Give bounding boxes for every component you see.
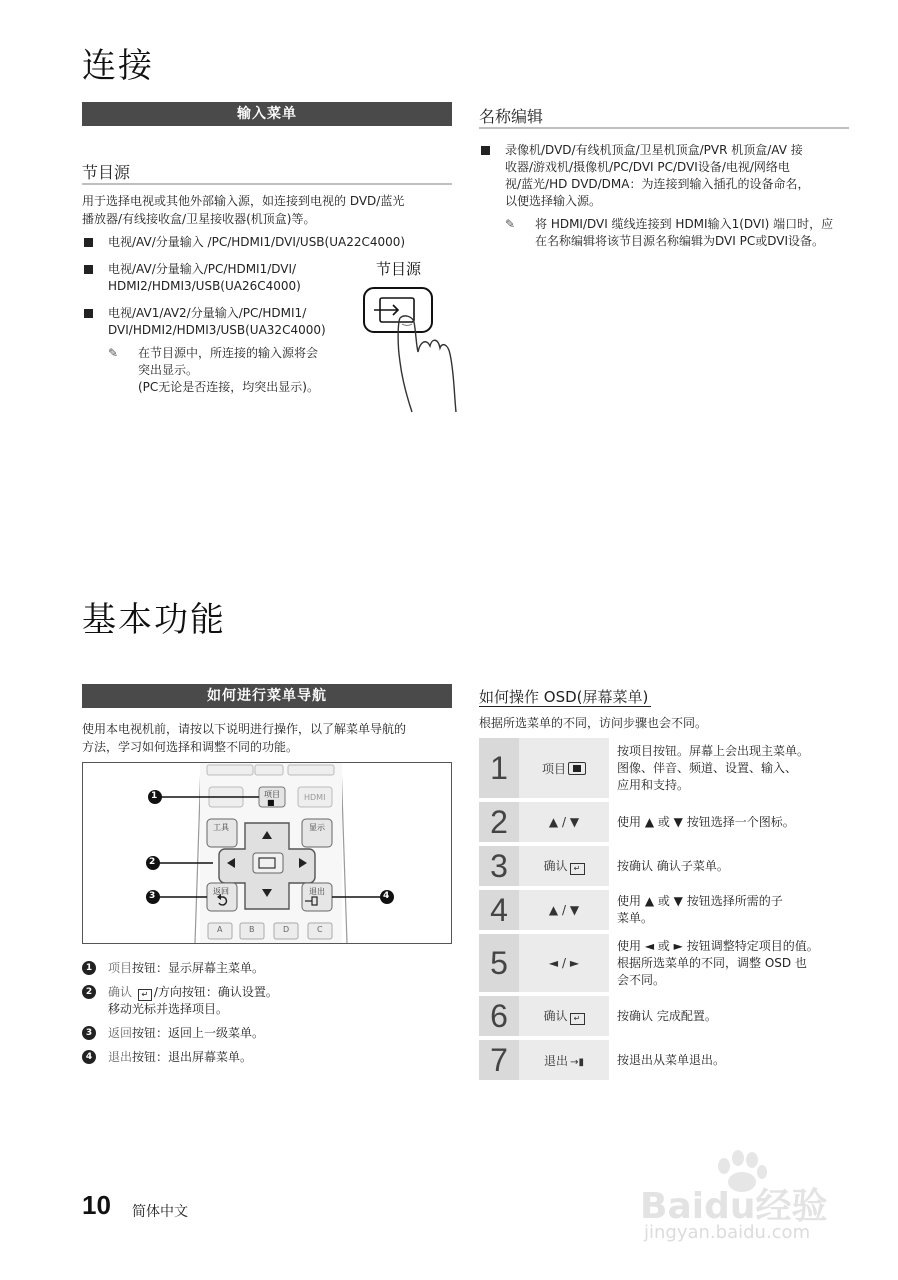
osd-step-row <box>479 802 857 842</box>
step-button: ◄ / ► <box>519 934 609 992</box>
bullet-square-icon <box>481 146 490 155</box>
callout-number: 4 <box>383 891 390 901</box>
step-number: 2 <box>479 802 519 842</box>
osd-step-row <box>479 1040 857 1080</box>
source-bullet-list <box>82 234 406 396</box>
step-number: 7 <box>479 1040 519 1080</box>
name-edit-note: ✎ 将 HDMI/DVI 缆线连接到 HDMI输入1(DVI) 端口时，应 在名称编辑将该节目源名称编辑为DVI PC或DVI设备。 <box>505 217 834 248</box>
step-number: 6 <box>479 996 519 1036</box>
source-bullet: 电视/AV1/AV2/分量输入/PC/HDMI1/ DVI/HDMI2/HDMI3/USB(UA32C4000) <box>82 305 372 339</box>
source-button-illustration <box>360 258 460 418</box>
step-button: 确认 ↵ <box>519 846 609 886</box>
callout-number-icon: 1 <box>82 961 96 975</box>
callout-number: 3 <box>149 891 156 901</box>
remote-color-key: C <box>317 925 323 934</box>
watermark-brand: Baidu经验 <box>640 1186 828 1227</box>
step-button: 退出 →▮ <box>519 1040 609 1080</box>
legend-item: 4 退出按钮：退出屏幕菜单。 <box>82 1049 457 1066</box>
step-description: 使用 ▲ 或 ▼ 按钮选择所需的子 菜单。 <box>617 894 783 925</box>
footer-language: 简体中文 <box>132 1204 188 1220</box>
step-description: 使用 ◄ 或 ► 按钮调整特定项目的值。 根据所选菜单的不同，调整 OSD 也 会不同。 <box>617 938 819 987</box>
source-bullet: 电视/AV/分量输入/PC/HDMI1/DVI/ HDMI2/HDMI3/USB(UA26C4000) <box>82 261 372 295</box>
legend-item: 2 确认 ↵ /方向按钮：确认设置。 移动光标并选择项目。 <box>82 984 457 1018</box>
remote-return-button: 返回 <box>213 887 229 896</box>
remote-color-key: B <box>249 925 255 934</box>
remote-color-key: D <box>283 925 290 934</box>
section-title-connection: 连接 <box>82 46 154 86</box>
step-description: 按项目按钮。屏幕上会出现主菜单。 图像、伴音、频道、设置、输入、 应用和支持。 <box>617 743 810 792</box>
section-title-basic-functions: 基本功能 <box>82 600 226 640</box>
step-button: 项目 <box>519 738 609 798</box>
exit-icon: →▮ <box>570 1056 584 1068</box>
osd-step-row <box>479 890 857 930</box>
navigation-intro: 使用本电视机前，请按以下说明进行操作，以了解菜单导航的 方法，学习如何选择和调整不同的功能。 <box>82 722 407 754</box>
osd-steps-table <box>479 734 857 1084</box>
remote-info-button: 显示 <box>309 823 325 832</box>
menu-square-icon: ■ <box>267 798 275 807</box>
watermark-url: jingyan.baidu.com <box>644 1222 811 1243</box>
osd-heading: 如何操作 OSD(屏幕菜单) <box>479 688 649 706</box>
step-description: 按退出从菜单退出。 <box>617 1052 726 1067</box>
source-heading: 节目源 <box>82 163 131 182</box>
callout-number-icon: 3 <box>82 1026 96 1040</box>
step-number: 5 <box>479 934 519 992</box>
source-button-label: 节目源 <box>376 260 422 278</box>
osd-subtitle: 根据所选菜单的不同，访问步骤也会不同。 <box>479 716 708 730</box>
source-description: 用于选择电视或其他外部输入源，如连接到电视的 DVD/蓝光 播放器/有线接收盒/卫星接收器(机顶盒)等。 <box>82 194 405 226</box>
remote-legend <box>82 960 457 1066</box>
bullet-square-icon <box>84 265 93 274</box>
osd-step-row <box>479 996 857 1036</box>
remote-color-key: A <box>217 925 223 934</box>
pencil-note-icon: ✎ <box>505 217 516 231</box>
callout-number: 2 <box>149 857 156 867</box>
bullet-square-icon <box>84 309 93 318</box>
step-number: 3 <box>479 846 519 886</box>
source-heading-rule <box>82 183 452 185</box>
osd-step-row <box>479 738 857 798</box>
source-bullet: 电视/AV/分量输入 /PC/HDMI1/DVI/USB(UA22C4000) <box>82 234 372 251</box>
step-button: 确认 ↵ <box>519 996 609 1036</box>
legend-item: 1 项目按钮：显示屏幕主菜单。 <box>82 960 457 977</box>
hand-pressing-source-icon <box>360 282 460 418</box>
osd-step-row <box>479 846 857 886</box>
remote-menu-button: 项目 <box>264 790 280 799</box>
osd-step-row <box>479 934 857 992</box>
page-number: 10 <box>82 1190 111 1220</box>
callout-number-icon: 2 <box>82 985 96 999</box>
step-number: 1 <box>479 738 519 798</box>
step-number: 4 <box>479 890 519 930</box>
source-note: ✎ 在节目源中，所连接的输入源将会 突出显示。 (PC无论是否连接，均突出显示)。 <box>108 346 319 394</box>
callout-number-icon: 4 <box>82 1050 96 1064</box>
step-button: ▲ / ▼ <box>519 890 609 930</box>
remote-hdmi-button: HDMI <box>304 793 326 802</box>
step-description: 按确认 完成配置。 <box>617 1008 717 1023</box>
osd-heading-underline <box>479 706 651 707</box>
menu-navigation-bar: 如何进行菜单导航 <box>82 684 452 708</box>
enter-icon: ↵ <box>138 989 152 1001</box>
name-edit-heading-rule <box>479 127 849 129</box>
input-menu-bar: 输入菜单 <box>82 102 452 126</box>
pencil-note-icon: ✎ <box>108 346 119 360</box>
name-edit-bullet: 录像机/DVD/有线机顶盒/卫星机顶盒/PVR 机顶盒/AV 接 收器/游戏机/摄像机/PC/DVI PC/DVI设备/电视/网络电 视/蓝光/HD DVD/DMA：为连接到输入插孔的设备命名， 以便选择输入源。 <box>479 142 851 210</box>
enter-icon: ↵ <box>570 863 585 875</box>
remote-exit-button: 退出 <box>309 887 325 896</box>
bullet-square-icon <box>84 238 93 247</box>
step-description: 使用 ▲ 或 ▼ 按钮选择一个图标。 <box>617 814 795 829</box>
remote-tools-button: 工具 <box>213 823 229 832</box>
enter-icon: ↵ <box>570 1013 585 1025</box>
baidu-watermark <box>640 1150 870 1250</box>
name-edit-heading: 名称编辑 <box>479 107 544 126</box>
remote-control-illustration <box>82 762 452 944</box>
step-button: ▲ / ▼ <box>519 802 609 842</box>
legend-item: 3 返回按钮：返回上一级菜单。 <box>82 1025 457 1042</box>
callout-number: 1 <box>151 791 158 801</box>
menu-square-icon <box>568 762 586 775</box>
step-description: 按确认 确认子菜单。 <box>617 858 729 873</box>
